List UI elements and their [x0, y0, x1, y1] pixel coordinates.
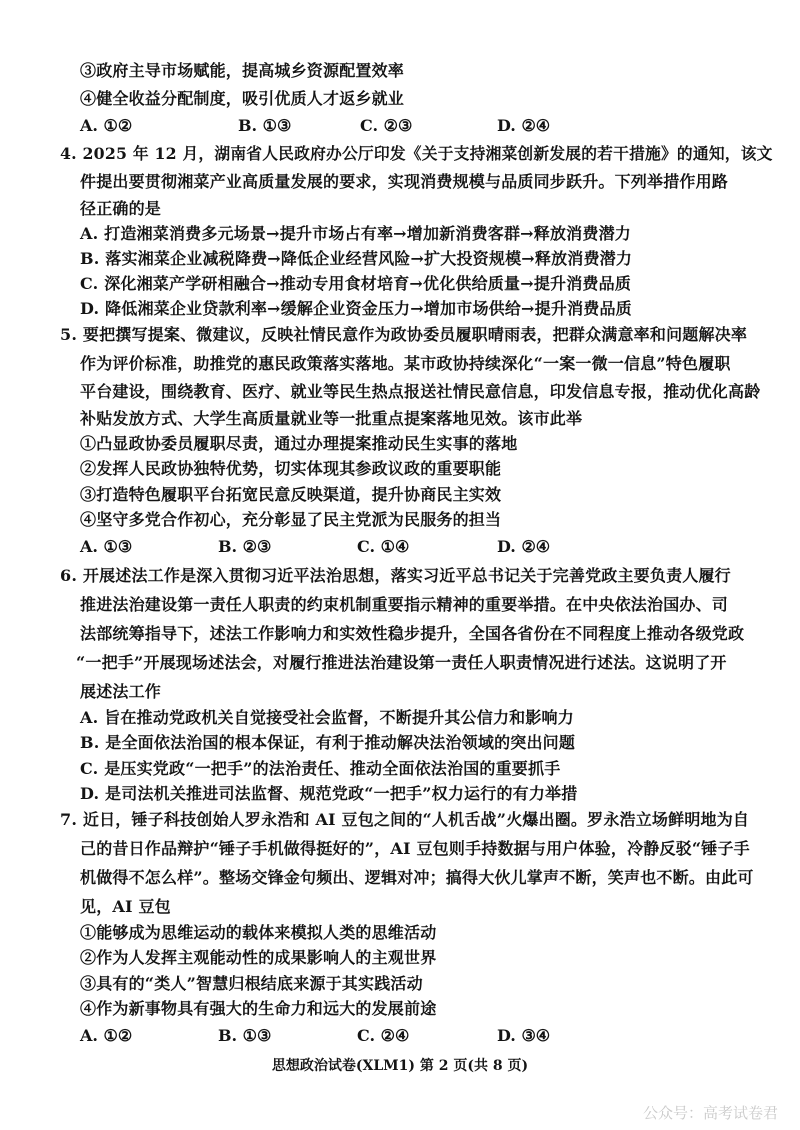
q5-stem-line-1: 5. 要把撰写提案、微建议，反映社情民意作为政协委员履职晴雨表，把群众满意率和问题解决率	[60, 325, 748, 344]
q6-stem-line-3: 法部统筹指导下，述法工作影响力和实效性稳步提升，全国各省份在不同程度上推动各级党政	[80, 624, 745, 643]
q5-choice-a: A. ①③	[80, 537, 133, 556]
q7-choice-c: C. ②④	[357, 1026, 410, 1045]
q3-item-4: ④健全收益分配制度，吸引优质人才返乡就业	[80, 89, 405, 108]
q3-choice-c: C. ②③	[360, 116, 413, 135]
q5-stem-line-4: 补贴发放方式、大学生高质量就业等一批重点提案落地见效。该市此举	[80, 409, 583, 428]
q6-stem-line-1: 6. 开展述法工作是深入贯彻习近平法治思想，落实习近平总书记关于完善党政主要负责人履行	[60, 566, 731, 585]
q6-stem-line-4: “一把手”开展现场述法会，对履行推进法治建设第一责任人职责情况进行述法。这说明了开	[76, 653, 727, 672]
q4-stem-line-1: 4. 2025 年 12 月，湖南省人民政府办公厅印发《关于支持湘菜创新发展的若干措施》的通知，该文	[60, 144, 773, 163]
q7-item-3: ③具有的“类人”智慧归根结底来源于其实践活动	[80, 974, 423, 993]
q7-item-2: ②作为人发挥主观能动性的成果影响人的主观世界	[80, 948, 437, 967]
q6-option-c: C. 是压实党政“一把手”的法治责任、推动全面依法治国的重要抓手	[80, 759, 561, 778]
q4-option-b: B. 落实湘菜企业减税降费→降低企业经营风险→扩大投资规模→释放消费潜力	[80, 249, 633, 268]
q5-stem-line-2: 作为评价标准，助推党的惠民政策落实落地。某市政协持续深化“一案一微一信息”特色履职	[80, 354, 731, 373]
q6-option-b: B. 是全面依法治国的根本保证，有利于推动解决法治领域的突出问题	[80, 733, 576, 752]
q6-stem-line-2: 推进法治建设第一责任人职责的约束机制重要指示精神的重要举措。在中央依法治国办、司	[80, 595, 729, 614]
q5-choice-b: B. ②③	[218, 537, 272, 556]
q5-choice-d: D. ②④	[497, 537, 551, 556]
q3-choice-a: A. ①②	[80, 116, 133, 135]
q4-stem-line-3: 径正确的是	[80, 199, 162, 218]
q3-choice-b: B. ①③	[238, 116, 292, 135]
q7-stem-line-2: 己的昔日作品辩护“锤子手机做得挺好的”，AI 豆包则手持数据与用户体验，冷静反驳“锤子手	[80, 839, 750, 858]
q4-option-d: D. 降低湘菜企业贷款利率→缓解企业资金压力→增加市场供给→提升消费品质	[80, 299, 632, 318]
q5-stem-line-3: 平台建设，围绕教育、医疗、就业等民生热点报送社情民意信息，印发信息专报，推动优化高龄	[80, 382, 761, 401]
q7-item-1: ①能够成为思维运动的载体来模拟人类的思维活动	[80, 923, 437, 942]
q4-option-a: A. 打造湘菜消费多元场景→提升市场占有率→增加新消费客群→释放消费潜力	[80, 224, 631, 243]
q7-choice-d: D. ③④	[497, 1026, 551, 1045]
q7-item-4: ④作为新事物具有强大的生命力和远大的发展前途	[80, 999, 437, 1018]
q4-option-c: C. 深化湘菜产学研相融合→推动专用食材培育→优化供给质量→提升消费品质	[80, 274, 632, 293]
q5-item-1: ①凸显政协委员履职尽责，通过办理提案推动民生实事的落地	[80, 434, 518, 453]
q5-item-4: ④坚守多党合作初心，充分彰显了民主党派为民服务的担当	[80, 510, 502, 529]
q6-stem-line-5: 展述法工作	[80, 682, 162, 701]
q5-item-3: ③打造特色履职平台拓宽民意反映渠道，提升协商民主实效	[80, 485, 502, 504]
q7-choice-a: A. ①②	[80, 1026, 133, 1045]
q3-choice-d: D. ②④	[497, 116, 551, 135]
q7-stem-line-3: 机做得不怎么样”。整场交锋金句频出、逻辑对冲；搞得大伙儿掌声不断，笑声也不断。由此可	[80, 868, 754, 887]
q7-choice-b: B. ①③	[218, 1026, 272, 1045]
q7-stem-line-1: 7. 近日，锤子科技创始人罗永浩和 AI 豆包之间的“人机舌战”火爆出圈。罗永浩立场鲜明地为自	[60, 810, 750, 829]
q6-option-d: D. 是司法机关推进司法监督、规范党政“一把手”权力运行的有力举措	[80, 784, 578, 803]
q5-item-2: ②发挥人民政协独特优势，切实体现其参政议政的重要职能	[80, 459, 502, 478]
q4-stem-line-2: 件提出要贯彻湘菜产业高质量发展的要求，实现消费规模与品质同步跃升。下列举措作用路	[80, 172, 729, 191]
q3-item-3: ③政府主导市场赋能，提高城乡资源配置效率	[80, 61, 405, 80]
q7-stem-line-4: 见，AI 豆包	[80, 897, 171, 916]
q6-option-a: A. 旨在推动党政机关自觉接受社会监督，不断提升其公信力和影响力	[80, 708, 574, 727]
q5-choice-c: C. ①④	[357, 537, 410, 556]
watermark-text: 公众号：高考试卷君	[642, 1104, 778, 1122]
page-footer: 思想政治试卷(XLM1) 第 2 页(共 8 页)	[271, 1058, 529, 1074]
